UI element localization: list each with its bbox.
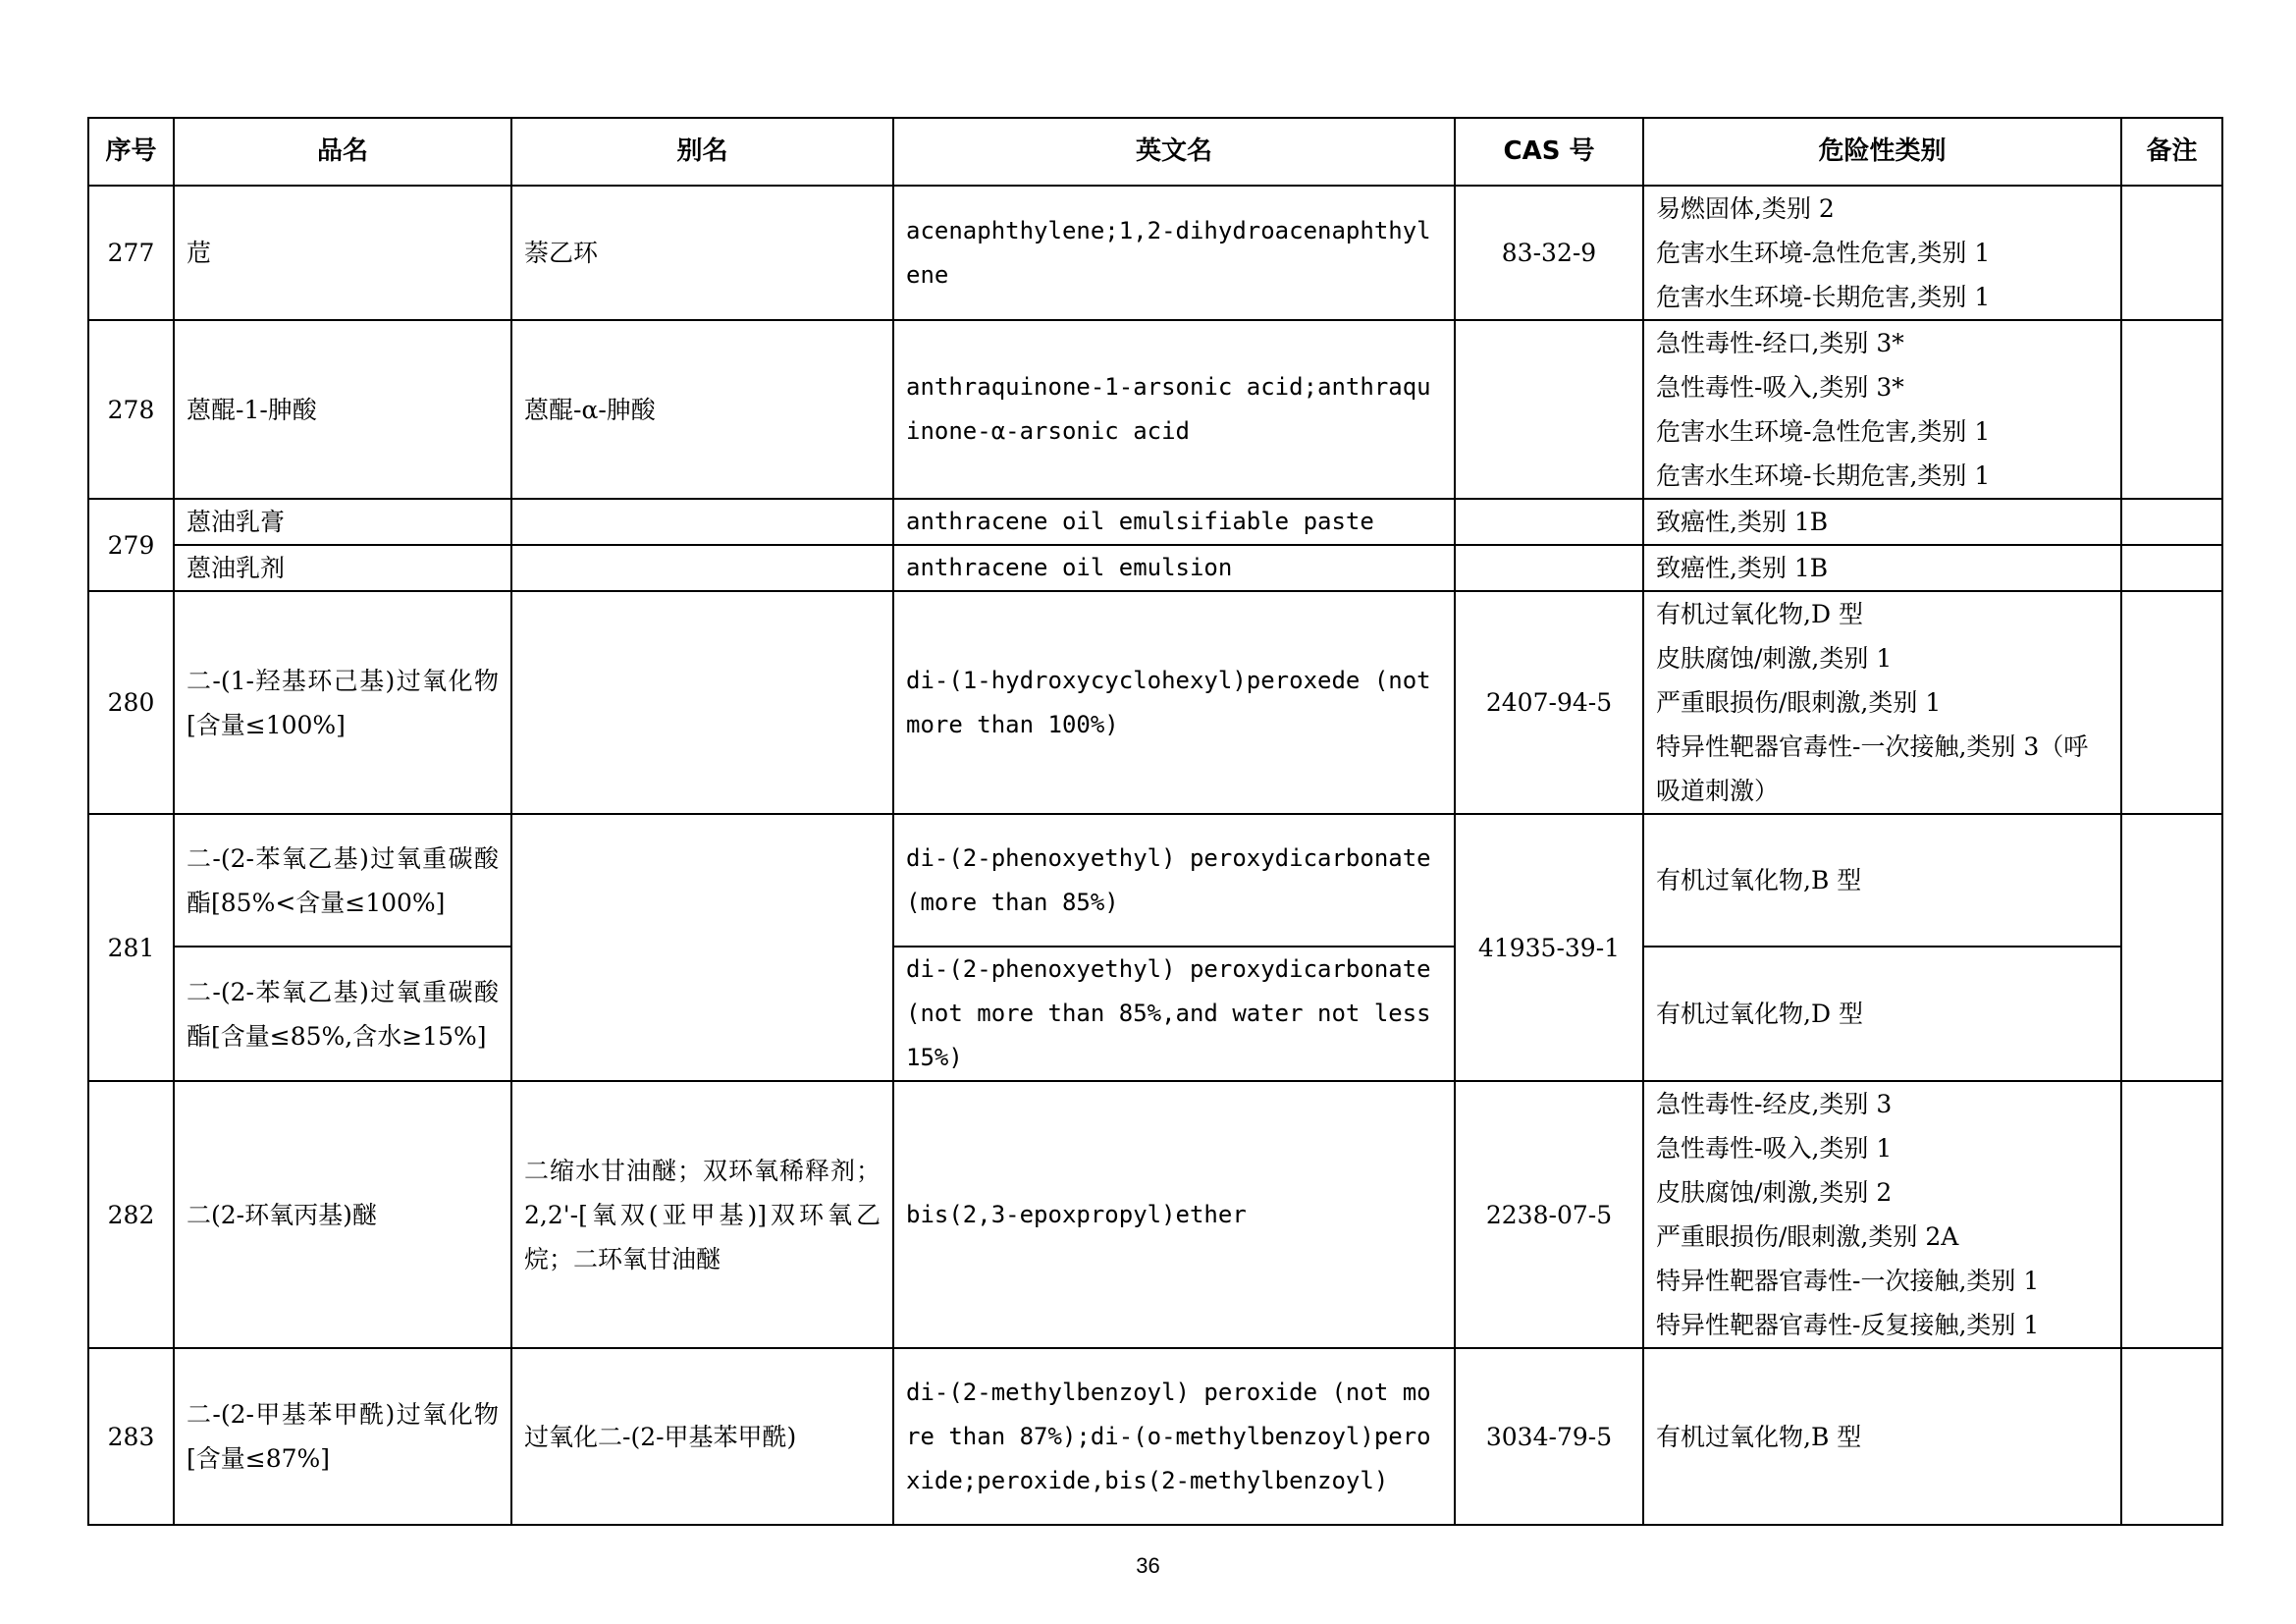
note <box>2121 814 2222 1081</box>
chemical-table <box>87 117 2223 1526</box>
product-name: 蒽醌-1-胂酸 <box>174 320 511 499</box>
hazard-line: 特异性靶器官毒性-一次接触,类别 3（呼吸道刺激） <box>1656 732 2089 805</box>
alias <box>511 545 893 591</box>
table-row <box>88 499 2222 545</box>
product-name: 蒽油乳剂 <box>174 545 511 591</box>
alias: 蒽醌-α-胂酸 <box>511 320 893 499</box>
product-name: 苊 <box>174 186 511 320</box>
product-name: 二-(1-羟基环己基)过氧化物[含量≤100%] <box>174 591 511 814</box>
hazard-line: 急性毒性-吸入,类别 1 <box>1656 1134 1893 1163</box>
product-name: 二(2-环氧丙基)醚 <box>174 1081 511 1348</box>
col-header-alias: 别名 <box>511 118 893 186</box>
table-row <box>88 591 2222 814</box>
col-header-english: 英文名 <box>893 118 1455 186</box>
product-name: 二-(2-苯氧乙基)过氧重碳酸酯[含量≤85%,含水≥15%] <box>174 947 511 1081</box>
col-header-no: 序号 <box>88 118 174 186</box>
hazard-category <box>1643 320 2121 499</box>
hazard-line: 易燃固体,类别 2 <box>1656 194 1835 223</box>
row-number: 281 <box>88 814 174 1081</box>
hazard-category <box>1643 1348 2121 1525</box>
hazard-line: 危害水生环境-长期危害,类别 1 <box>1656 461 1991 490</box>
hazard-category <box>1643 591 2121 814</box>
col-header-hazard: 危险性类别 <box>1643 118 2121 186</box>
col-header-cas: CAS 号 <box>1455 118 1643 186</box>
note <box>2121 545 2222 591</box>
hazard-line: 严重眼损伤/眼刺激,类别 2A <box>1656 1222 1959 1251</box>
alias <box>511 814 893 1081</box>
cas-number: 2238-07-5 <box>1455 1081 1643 1348</box>
col-header-name: 品名 <box>174 118 511 186</box>
hazard-line: 急性毒性-经口,类别 3* <box>1656 329 1904 357</box>
alias: 二缩水甘油醚；双环氧稀释剂；2,2'-[氧双(亚甲基)]双环氧乙烷；二环氧甘油醚 <box>511 1081 893 1348</box>
col-header-note: 备注 <box>2121 118 2222 186</box>
cas-number: 83-32-9 <box>1455 186 1643 320</box>
row-number: 277 <box>88 186 174 320</box>
table-row <box>88 814 2222 947</box>
english-name: di-(2-phenoxyethyl) peroxydicarbonate (more than 85%) <box>893 814 1455 947</box>
row-number: 280 <box>88 591 174 814</box>
hazard-line: 特异性靶器官毒性-一次接触,类别 1 <box>1656 1267 2040 1295</box>
row-number: 282 <box>88 1081 174 1348</box>
product-name: 蒽油乳膏 <box>174 499 511 545</box>
hazard-line: 危害水生环境-急性危害,类别 1 <box>1656 239 1991 267</box>
hazard-line: 急性毒性-吸入,类别 3* <box>1656 373 1904 402</box>
row-number: 278 <box>88 320 174 499</box>
alias <box>511 499 893 545</box>
note <box>2121 591 2222 814</box>
hazard-line: 危害水生环境-急性危害,类别 1 <box>1656 417 1991 446</box>
table-row <box>88 186 2222 320</box>
cas-number: 41935-39-1 <box>1455 814 1643 1081</box>
alias: 过氧化二-(2-甲基苯甲酰) <box>511 1348 893 1525</box>
note <box>2121 499 2222 545</box>
table-row <box>88 545 2222 591</box>
hazard-line: 有机过氧化物,D 型 <box>1656 600 1863 628</box>
page-number: 36 <box>1136 1553 1160 1578</box>
hazard-category: 有机过氧化物,D 型 <box>1643 947 2121 1081</box>
hazard-line: 皮肤腐蚀/刺激,类别 2 <box>1656 1178 1893 1207</box>
english-name: anthraquinone-1-arsonic acid;anthraquinone-α-arsonic acid <box>893 320 1455 499</box>
table-row <box>88 1081 2222 1348</box>
table-row <box>88 947 2222 1081</box>
cas-number: 2407-94-5 <box>1455 591 1643 814</box>
hazard-line: 急性毒性-经皮,类别 3 <box>1656 1090 1893 1118</box>
product-name: 二-(2-苯氧乙基)过氧重碳酸酯[85%<含量≤100%] <box>174 814 511 947</box>
english-name: anthracene oil emulsion <box>893 545 1455 591</box>
hazard-category: 致癌性,类别 1B <box>1643 499 2121 545</box>
note <box>2121 1348 2222 1525</box>
table-row <box>88 1348 2222 1525</box>
note <box>2121 186 2222 320</box>
cas-number <box>1455 545 1643 591</box>
english-name: di-(2-phenoxyethyl) peroxydicarbonate (not more than 85%,and water not less 15%) <box>893 947 1455 1081</box>
cas-number <box>1455 320 1643 499</box>
english-name: di-(1-hydroxycyclohexyl)peroxede (not more than 100%) <box>893 591 1455 814</box>
cas-number: 3034-79-5 <box>1455 1348 1643 1525</box>
row-number: 283 <box>88 1348 174 1525</box>
table-row <box>88 320 2222 499</box>
hazard-category <box>1643 186 2121 320</box>
header-row <box>88 118 2222 186</box>
hazard-category: 致癌性,类别 1B <box>1643 545 2121 591</box>
hazard-category <box>1643 1081 2121 1348</box>
english-name: acenaphthylene;1,2-dihydroacenaphthylene <box>893 186 1455 320</box>
english-name: di-(2-methylbenzoyl) peroxide (not more than 87%);di-(o-methylbenzoyl)peroxide;peroxide,bis(2-methylbenzoyl) <box>893 1348 1455 1525</box>
hazard-line: 特异性靶器官毒性-反复接触,类别 1 <box>1656 1311 2040 1339</box>
alias <box>511 591 893 814</box>
hazard-line: 皮肤腐蚀/刺激,类别 1 <box>1656 644 1893 673</box>
english-name: bis(2,3-epoxpropyl)ether <box>893 1081 1455 1348</box>
hazard-line: 严重眼损伤/眼刺激,类别 1 <box>1656 688 1942 717</box>
product-name: 二-(2-甲基苯甲酰)过氧化物[含量≤87%] <box>174 1348 511 1525</box>
note <box>2121 1081 2222 1348</box>
cas-number <box>1455 499 1643 545</box>
hazard-line: 有机过氧化物,B 型 <box>1656 1422 1862 1451</box>
note <box>2121 320 2222 499</box>
hazard-line: 危害水生环境-长期危害,类别 1 <box>1656 283 1991 311</box>
row-number: 279 <box>88 499 174 591</box>
hazard-category: 有机过氧化物,B 型 <box>1643 814 2121 947</box>
alias: 萘乙环 <box>511 186 893 320</box>
english-name: anthracene oil emulsifiable paste <box>893 499 1455 545</box>
